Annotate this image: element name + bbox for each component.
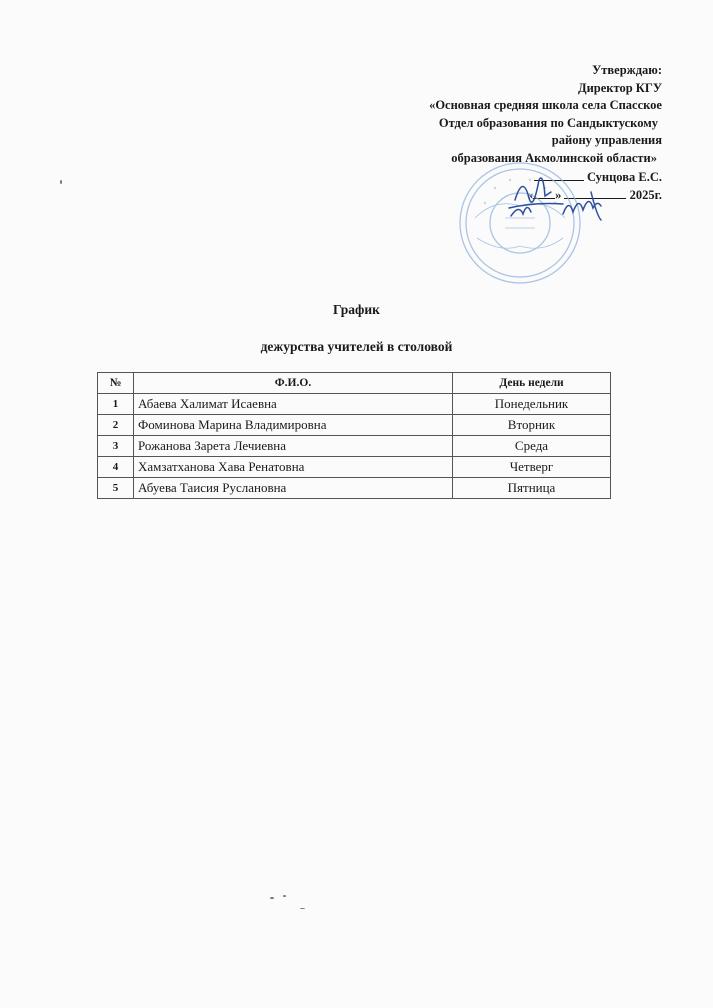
column-header-number: № bbox=[98, 373, 134, 394]
duty-day: Четверг bbox=[453, 457, 611, 478]
region-line: образования Акмолинской области» bbox=[451, 150, 657, 165]
table-header-row bbox=[98, 373, 611, 394]
school-name: «Основная средняя школа села Спасское bbox=[429, 98, 662, 113]
row-number: 4 bbox=[98, 457, 134, 478]
department-line: Отдел образования по Сандыктускому bbox=[438, 115, 658, 130]
column-header-name: Ф.И.О. bbox=[134, 373, 453, 394]
scan-speck bbox=[283, 895, 286, 897]
duty-day: Пятница bbox=[453, 478, 611, 499]
table-row bbox=[98, 394, 611, 415]
date-open-quote: « bbox=[526, 188, 534, 203]
date-year: 2025г. bbox=[629, 188, 662, 203]
director-name: Сунцова Е.С. bbox=[586, 169, 662, 184]
teacher-name: Абаева Халимат Исаевна bbox=[134, 394, 453, 415]
row-number: 1 bbox=[98, 394, 134, 415]
teacher-name: Хамзатханова Хава Ренатовна bbox=[134, 457, 453, 478]
table-row bbox=[98, 436, 611, 457]
row-number: 2 bbox=[98, 415, 134, 436]
table-row bbox=[98, 457, 611, 478]
date-close-quote: » bbox=[555, 188, 562, 203]
duty-day: Среда bbox=[453, 436, 611, 457]
scan-speck bbox=[270, 897, 274, 899]
row-number: 3 bbox=[98, 436, 134, 457]
district-line: району управления bbox=[551, 133, 662, 148]
duty-day: Вторник bbox=[453, 415, 611, 436]
document-subtitle: дежурства учителей в столовой bbox=[260, 339, 453, 354]
document-title: График bbox=[333, 302, 380, 317]
handwritten-signature bbox=[505, 172, 615, 222]
teacher-name: Фоминова Марина Владимировна bbox=[134, 415, 453, 436]
scan-speck bbox=[300, 908, 305, 909]
duty-table bbox=[97, 372, 611, 499]
director-title: Директор КГУ bbox=[578, 80, 662, 95]
column-header-day: День недели bbox=[453, 373, 611, 394]
duty-day: Понедельник bbox=[453, 394, 611, 415]
row-number: 5 bbox=[98, 478, 134, 499]
scan-speck bbox=[60, 180, 62, 184]
teacher-name: Абуева Таисия Руслановна bbox=[134, 478, 453, 499]
teacher-name: Рожанова Зарета Лечиевна bbox=[134, 436, 453, 457]
table-row bbox=[98, 478, 611, 499]
table-row bbox=[98, 415, 611, 436]
approval-heading: Утверждаю: bbox=[592, 63, 662, 77]
